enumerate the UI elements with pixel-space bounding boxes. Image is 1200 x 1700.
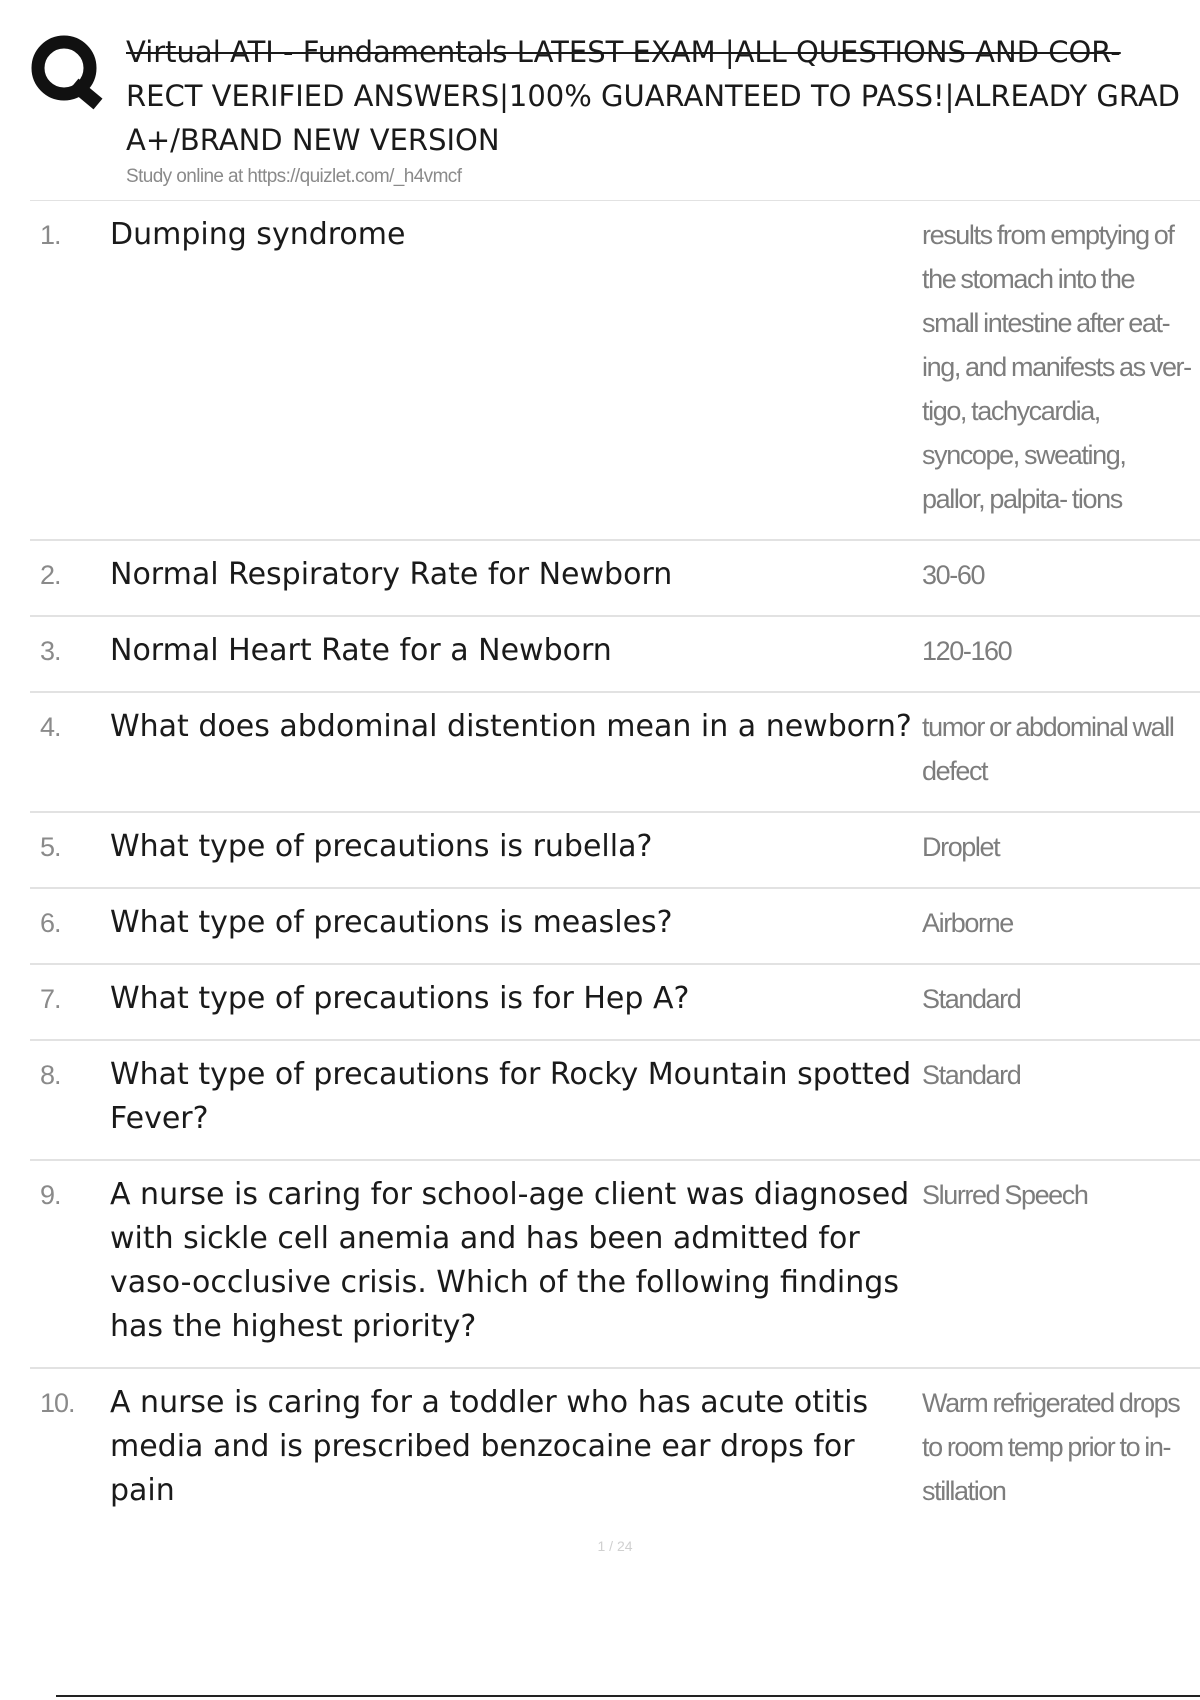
row-number: 3. (40, 636, 61, 666)
table-row (30, 1041, 1200, 1161)
row-term: Normal Respiratory Rate for Newborn (110, 557, 673, 592)
study-online-link[interactable]: Study online at https://quizlet.com/_h4vmcf (126, 166, 462, 187)
footer-divider (56, 1695, 1200, 1697)
table-row (30, 693, 1200, 813)
row-number: 8. (40, 1060, 61, 1090)
row-number: 5. (40, 832, 61, 862)
row-definition: 30-60 (922, 560, 985, 590)
quizlet-logo-icon (30, 34, 106, 110)
row-number: 7. (40, 984, 61, 1014)
table-row (30, 541, 1200, 617)
table-row (30, 617, 1200, 693)
table-row (30, 889, 1200, 965)
document-title (126, 30, 1200, 162)
table-row (30, 1161, 1200, 1369)
row-term: What type of precautions for Rocky Mountain spotted Fever? (110, 1057, 912, 1136)
row-term: What type of precautions is rubella? (110, 829, 653, 864)
row-definition: results from emptying of the stomach into the small intestine after eat- ing, and manifests as ver- tigo, tachycardia, syncope, sweating, pallor, palpita- tions (922, 220, 1191, 514)
row-term: What type of precautions is measles? (110, 905, 673, 940)
row-definition: 120-160 (922, 636, 1012, 666)
page-number: 1 / 24 (597, 1538, 633, 1554)
row-definition: Warm refrigerated drops to room temp prior to in- stillation (922, 1388, 1180, 1506)
flashcard-table (30, 200, 1200, 1531)
table-row (30, 813, 1200, 889)
document-header (126, 30, 1200, 188)
row-term: What type of precautions is for Hep A? (110, 981, 690, 1016)
row-definition: Standard (922, 1060, 1021, 1090)
table-row (30, 201, 1200, 541)
table-row (30, 965, 1200, 1041)
row-definition: Slurred Speech (922, 1180, 1088, 1210)
row-number: 1. (40, 220, 61, 250)
title-line: Virtual ATI - Fundamentals LATEST EXAM |ALL QUESTIONS AND COR- (126, 35, 1121, 69)
row-definition: tumor or abdominal wall defect (922, 712, 1174, 786)
row-number: 2. (40, 560, 61, 590)
row-definition: Droplet (922, 832, 1000, 862)
row-definition: Standard (922, 984, 1021, 1014)
title-line: RECT VERIFIED ANSWERS|100% GUARANTEED TO PASS!|ALREADY GRAD (126, 79, 1181, 113)
row-definition: Airborne (922, 908, 1013, 938)
row-term: Normal Heart Rate for a Newborn (110, 633, 612, 668)
row-number: 6. (40, 908, 61, 938)
table-row (30, 1369, 1200, 1531)
row-term: Dumping syndrome (110, 217, 406, 252)
row-term: A nurse is caring for school-age client was diagnosed with sickle cell anemia and has been admitted for vaso-occlusive crisis. Which of the following findings has the highest priority? (110, 1177, 910, 1344)
row-number: 4. (40, 712, 61, 742)
row-term: What does abdominal distention mean in a newborn? (110, 709, 912, 744)
title-line: A+/BRAND NEW VERSION (126, 123, 500, 157)
row-term: A nurse is caring for a toddler who has acute otitis media and is prescribed benzocaine ear drops for pain (110, 1385, 869, 1508)
row-number: 10. (40, 1388, 75, 1418)
row-number: 9. (40, 1180, 61, 1210)
